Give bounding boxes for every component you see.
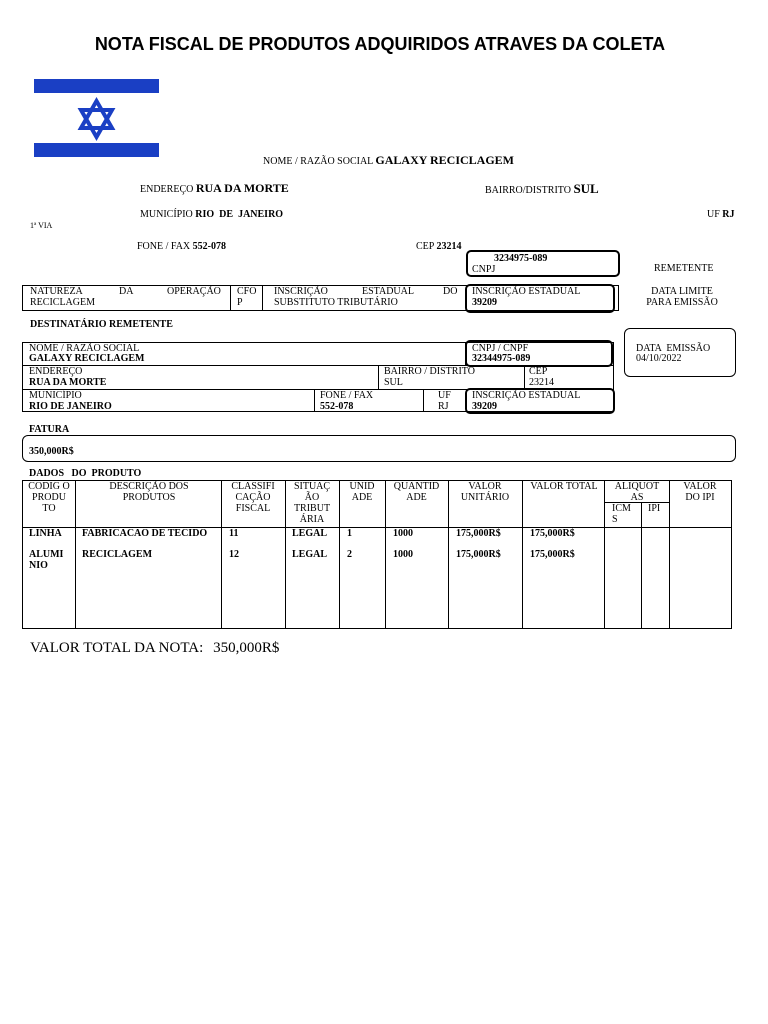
emitente-uf: RJ <box>722 209 735 220</box>
emitente-fone: 552-078 <box>192 241 226 252</box>
dest-uf-label: UF <box>438 390 451 401</box>
data-emissao-label: DATA EMISSÃO <box>636 343 711 354</box>
emitente-bairro-line <box>485 183 599 196</box>
total-label: VALOR TOTAL DA NOTA: <box>30 640 204 656</box>
dest-ie-label: INSCRIÇÃO ESTADUAL <box>472 390 581 401</box>
header-ipi: IPI <box>648 503 661 514</box>
data-limite-label: DATA LIMITE PARA EMISSÃO <box>646 286 718 308</box>
emitente-endereco-line <box>140 183 289 195</box>
dest-municipio: RIO DE JANEIRO <box>29 401 112 412</box>
emitente-uf-line <box>707 209 735 220</box>
fatura-box <box>22 435 736 462</box>
fatura-value: 350,000R$ <box>29 446 74 457</box>
ie-value: 39209 <box>472 297 497 308</box>
ie-label: INSCRIÇÃO ESTADUAL <box>472 286 581 297</box>
natureza-label-2: DA <box>119 286 134 297</box>
row2-situacao: LEGAL <box>292 549 328 560</box>
row1-codigo: LINHA <box>29 528 62 539</box>
dest-fone: 552-078 <box>320 401 354 412</box>
row1-valor-total: 175,000R$ <box>530 528 575 539</box>
emitente-cep: 23214 <box>436 241 462 252</box>
bairro-label: BAIRRO/DISTRITO <box>485 185 571 196</box>
row1-quantidade: 1000 <box>393 528 413 539</box>
header-classificacao: CLASSIFI CAÇÃO FISCAL <box>231 481 275 514</box>
row1-classificacao: 11 <box>229 528 239 539</box>
total-value: 350,000R$ <box>213 640 280 656</box>
remetente-label: REMETENTE <box>654 263 714 274</box>
row2-valor-total: 175,000R$ <box>530 549 575 560</box>
dest-cnpj-label: CNPJ / CNPF <box>472 343 529 354</box>
row2-unidade: 2 <box>347 549 352 560</box>
emitente-cep-line <box>416 241 461 252</box>
israel-flag-icon <box>34 79 159 157</box>
data-emissao-value: 04/10/2022 <box>636 353 682 364</box>
row2-descricao: RECICLAGEM <box>82 549 153 560</box>
header-aliquotas: ALIQUOT AS <box>614 481 660 503</box>
substituto-label-2: SUBSTITUTO TRIBUTÁRIO <box>274 297 398 308</box>
total-line <box>30 640 279 657</box>
cfop-label-1: CFO <box>237 286 257 297</box>
produtos-title: DADOS DO PRODUTO <box>29 468 142 479</box>
destinatario-title: DESTINATÁRIO REMETENTE <box>30 319 173 330</box>
cfop-label-2: P <box>237 297 243 308</box>
municipio-label: MUNICÍPIO <box>140 209 193 220</box>
header-icms: ICM S <box>612 503 631 525</box>
nome-label: NOME / RAZÃO SOCIAL <box>263 156 373 167</box>
emitente-municipio: RIO DE JANEIRO <box>195 209 284 220</box>
row1-valor-unitario: 175,000R$ <box>456 528 501 539</box>
substituto-label-1a: INSCRIÇÃO <box>274 286 328 297</box>
emitente-fone-line <box>137 241 226 252</box>
via-label: 1ª VIA <box>30 221 53 230</box>
dest-nome-label: NOME / RAZÃO SOCIAL <box>29 343 140 354</box>
dest-endereco-label: ENDEREÇO <box>29 366 83 377</box>
header-valor-total: VALOR TOTAL <box>530 481 598 492</box>
row2-classificacao: 12 <box>229 549 239 560</box>
row1-unidade: 1 <box>347 528 352 539</box>
emitente-cnpj-label: CNPJ <box>472 264 496 275</box>
header-unidade: UNID ADE <box>349 481 375 503</box>
header-valor-ipi: VALOR DO IPI <box>683 481 717 503</box>
dest-bairro: SUL <box>384 377 403 388</box>
dest-nome: GALAXY RECICLAGEM <box>29 353 145 364</box>
row2-codigo: ALUMI NIO <box>29 549 64 571</box>
dest-ie: 39209 <box>472 401 497 412</box>
header-codigo: CODIG O PRODU TO <box>28 481 70 514</box>
uf-label: UF <box>707 209 720 220</box>
emitente-cnpj-value: 3234975-089 <box>494 253 548 264</box>
header-situacao: SITUAÇ ÃO TRIBUT ÁRIA <box>293 481 331 525</box>
natureza-value: RECICLAGEM <box>30 297 95 308</box>
dest-uf: RJ <box>438 401 449 412</box>
header-descricao: DESCRIÇÃO DOS PRODUTOS <box>109 481 189 503</box>
document-title: NOTA FISCAL DE PRODUTOS ADQUIRIDOS ATRAVES DA COLETA <box>94 34 666 54</box>
row1-descricao: FABRICACAO DE TECIDO <box>82 528 208 539</box>
emitente-nome-line <box>263 155 514 167</box>
star-of-david-icon <box>34 79 159 157</box>
fatura-label: FATURA <box>29 424 70 435</box>
dest-fone-label: FONE / FAX <box>320 390 374 401</box>
emitente-bairro: SUL <box>573 181 599 196</box>
row1-situacao: LEGAL <box>292 528 328 539</box>
header-quantidade: QUANTID ADE <box>393 481 440 503</box>
dest-endereco: RUA DA MORTE <box>29 377 107 388</box>
substituto-label-1c: DO <box>443 286 458 297</box>
dest-bairro-label: BAIRRO / DISTRITO <box>384 366 475 377</box>
endereco-label: ENDEREÇO <box>140 184 194 195</box>
fone-label: FONE / FAX <box>137 241 191 252</box>
header-valor-unitario: VALOR UNITÁRIO <box>460 481 510 503</box>
dest-cnpj: 32344975-089 <box>472 353 531 364</box>
dest-municipio-label: MUNICÍPIO <box>29 390 82 401</box>
substituto-label-1b: ESTADUAL <box>362 286 414 297</box>
emitente-municipio-line <box>140 209 283 220</box>
natureza-label-3: OPERAÇÃO <box>167 286 221 297</box>
emitente-nome: GALAXY RECICLAGEM <box>375 153 514 167</box>
dest-cep-label: CEP <box>529 366 548 377</box>
dest-cep: 23214 <box>529 377 554 388</box>
cep-label: CEP <box>416 241 434 252</box>
row2-valor-unitario: 175,000R$ <box>456 549 501 560</box>
emitente-endereco: RUA DA MORTE <box>195 181 289 195</box>
natureza-label-1: NATUREZA <box>30 286 83 297</box>
row2-quantidade: 1000 <box>393 549 413 560</box>
